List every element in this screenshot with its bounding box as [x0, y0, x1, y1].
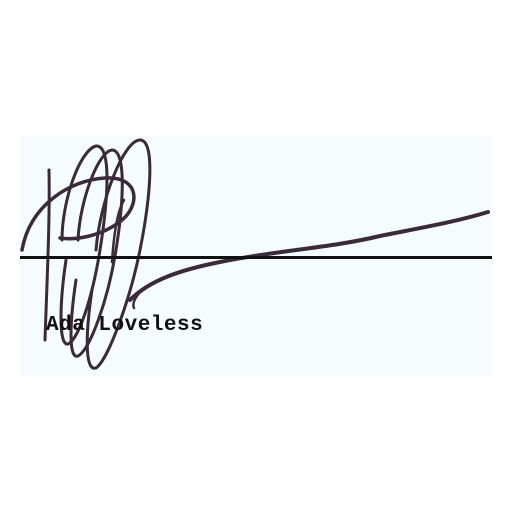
signature-line [20, 256, 492, 259]
signer-name: Ada Loveless [46, 314, 204, 337]
